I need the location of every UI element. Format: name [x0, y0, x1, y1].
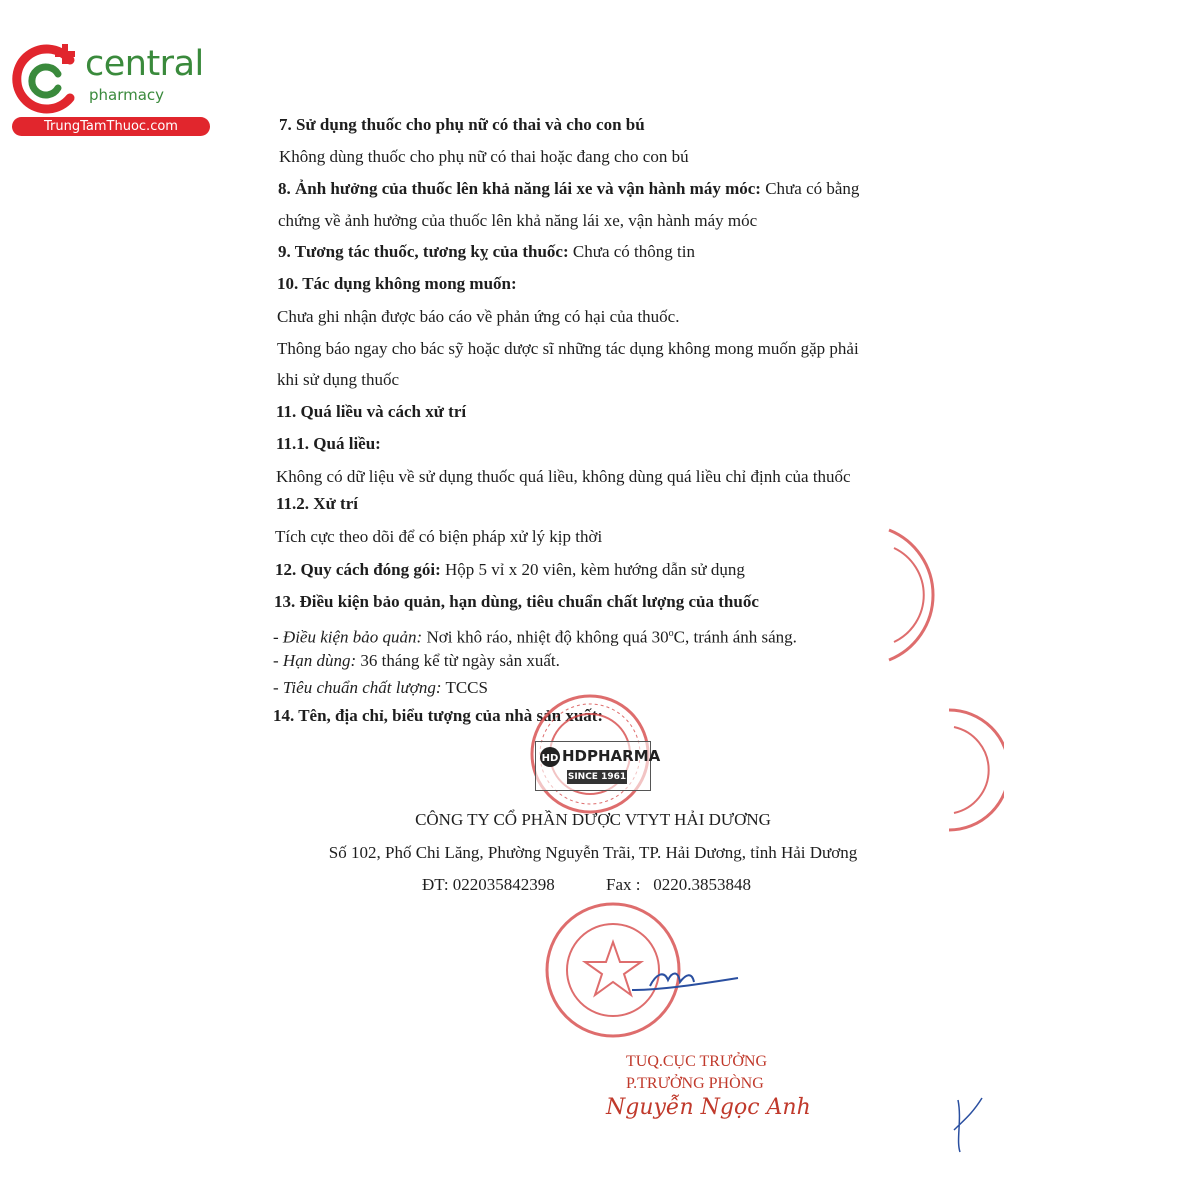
side-seal-upper: [884, 520, 964, 670]
logo-website-banner: TrungTamThuoc.com: [12, 117, 210, 136]
section-12-title: 12. Quy cách đóng gói:: [275, 560, 441, 579]
section-14-title: 14. Tên, địa chỉ, biểu tượng của nhà sản xuất:: [273, 706, 604, 725]
logo-sub-text: pharmacy: [89, 86, 165, 104]
section-11-1-text: Không có dữ liệu về sử dụng thuốc quá liều, không dùng quá liều chỉ định của thuốc: [276, 467, 851, 486]
section-10-text-1: Chưa ghi nhận được báo cáo về phản ứng có hại của thuốc.: [277, 307, 680, 326]
storage-degree: o: [668, 628, 674, 639]
section-9-text: Chưa có thông tin: [568, 242, 695, 261]
section-10-text-3: khi sử dụng thuốc: [277, 370, 400, 389]
section-9-line: [278, 241, 695, 263]
manufacturer-phone: ĐT: 022035842398: [422, 875, 555, 894]
manufacturer-address: Số 102, Phố Chi Lăng, Phường Nguyễn Trãi, TP. Hải Dương, tỉnh Hải Dương: [328, 843, 858, 862]
storage-text-a: Nơi khô ráo, nhiệt độ không quá 30: [422, 627, 669, 647]
section-8-text-b: chứng về ảnh hưởng của thuốc lên khả năng lái xe, vận hành máy móc: [278, 211, 758, 230]
manufacturer-logo: [535, 741, 661, 791]
section-11-1-title: 11.1. Quá liều:: [276, 434, 381, 453]
section-8-title: 8. Ảnh hưởng của thuốc lên khả năng lái xe và vận hành máy móc:: [278, 179, 761, 198]
logo-brand-text: central: [85, 44, 204, 84]
quality-label: - Tiêu chuẩn chất lượng:: [273, 678, 442, 697]
approval-line-1: TUQ.CỤC TRƯỞNG: [626, 1053, 768, 1070]
section-11-title: 11. Quá liều và cách xử trí: [276, 402, 467, 421]
section-10-text-2: Thông báo ngay cho bác sỹ hoặc dược sĩ những tác dụng không mong muốn gặp phải: [277, 339, 859, 358]
approval-line-2: P.TRƯỞNG PHÒNG: [626, 1075, 764, 1092]
approval-name: Nguyễn Ngọc Anh: [606, 1095, 811, 1120]
section-8-text-a: Chưa có bằng: [760, 179, 860, 198]
initial-mark: [948, 1090, 988, 1160]
hdpharma-emblem-icon: [539, 746, 561, 768]
section-9-title: 9. Tương tác thuốc, tương kỵ của thuốc:: [278, 242, 569, 261]
section-12-text: Hộp 5 vỉ x 20 viên, kèm hướng dẫn sử dụng: [440, 560, 745, 579]
section-7-title: 7. Sử dụng thuốc cho phụ nữ có thai và cho con bú: [279, 115, 645, 134]
section-8-line-1: [278, 178, 859, 200]
svg-text:HD: HD: [541, 753, 559, 764]
section-7-text: Không dùng thuốc cho phụ nữ có thai hoặc đang cho con bú: [279, 147, 689, 166]
storage-label: - Điều kiện bảo quản:: [273, 627, 423, 647]
expiry-text: 36 tháng kể từ ngày sản xuất.: [356, 651, 560, 670]
manufacturer-since-badge: SINCE 1961: [567, 772, 627, 782]
expiry-label: - Hạn dùng:: [273, 651, 357, 670]
side-seal-lower: [944, 705, 1004, 835]
section-13-storage: [273, 623, 797, 649]
section-13-expiry: [273, 650, 560, 672]
manufacturer-logo-text: HDPHARMA: [562, 747, 661, 765]
section-12-line: [275, 559, 745, 581]
central-pharmacy-logo-mark: [8, 36, 88, 116]
section-13-quality: [273, 677, 488, 699]
section-10-title: 10. Tác dụng không mong muốn:: [277, 274, 517, 293]
ink-signature: [628, 960, 748, 1000]
storage-text-b: C, tránh ánh sáng.: [673, 627, 797, 647]
manufacturer-name: CÔNG TY CỔ PHẦN DƯỢC VTYT HẢI DƯƠNG: [415, 810, 771, 829]
section-13-title: 13. Điều kiện bảo quản, hạn dùng, tiêu chuẩn chất lượng của thuốc: [274, 592, 759, 611]
manufacturer-fax: Fax : 0220.3853848: [606, 875, 751, 894]
quality-text: TCCS: [441, 678, 488, 697]
section-11-2-text: Tích cực theo dõi để có biện pháp xử lý kịp thời: [275, 527, 603, 546]
section-11-2-title: 11.2. Xử trí: [276, 494, 358, 513]
